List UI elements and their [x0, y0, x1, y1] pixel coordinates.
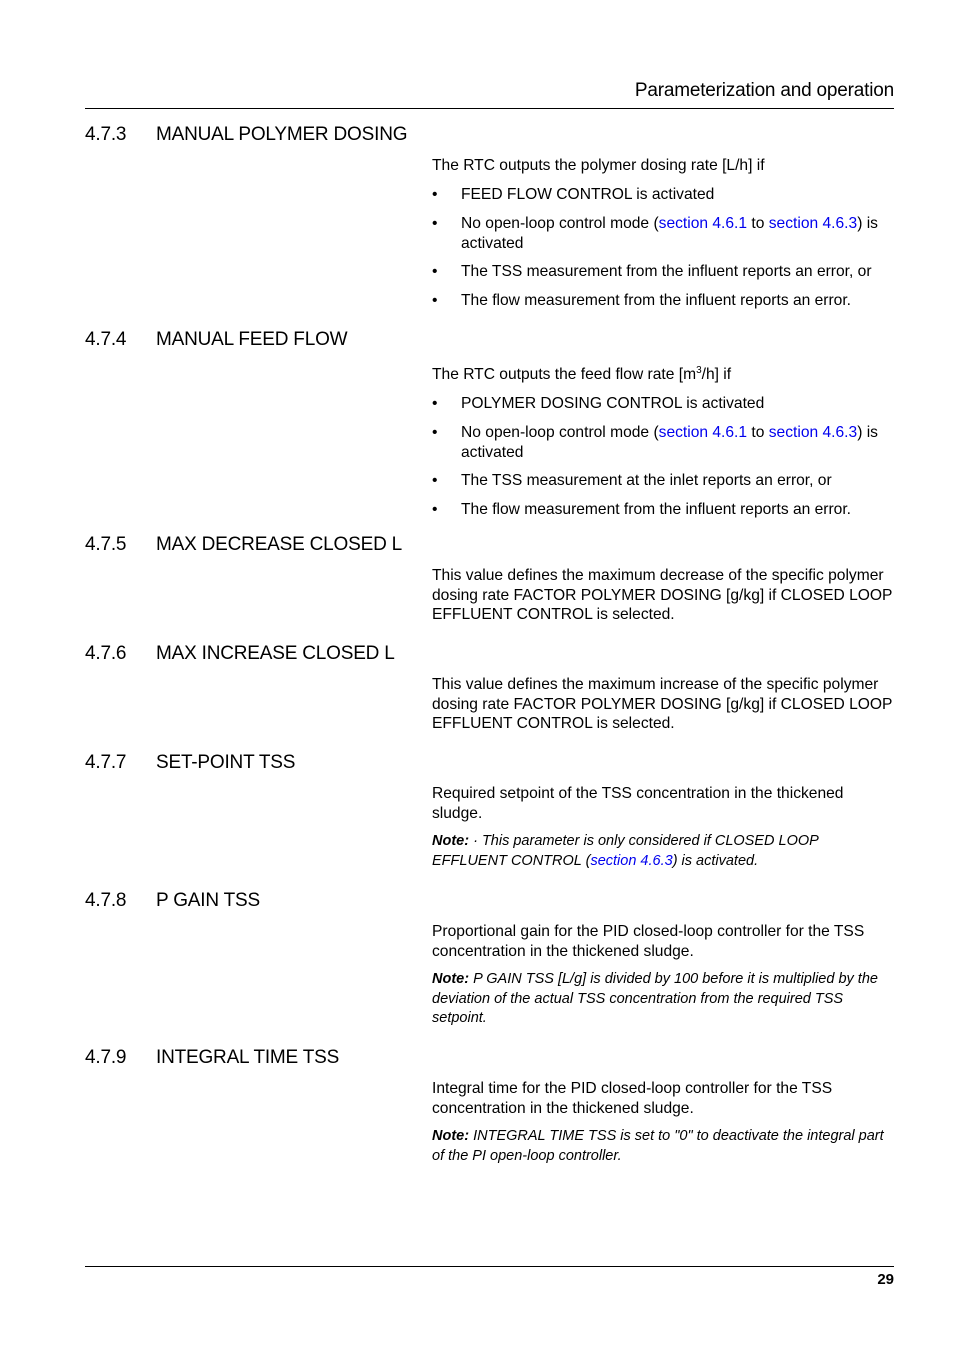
bullet-icon: • — [432, 215, 438, 232]
section-number: 4.7.9 — [85, 1047, 127, 1068]
bullet-icon: • — [432, 500, 438, 518]
header-rule — [85, 108, 894, 109]
section-text: Required setpoint of the TSS concentration in the thickened sludge. — [432, 785, 844, 822]
section-number: 4.7.4 — [85, 329, 127, 350]
section-body — [432, 1079, 894, 1166]
section-intro: The RTC outputs the polymer dosing rate [L/h] if — [432, 157, 765, 174]
footer-rule — [85, 1266, 894, 1267]
section-heading — [85, 534, 402, 556]
section-body — [432, 566, 894, 625]
section-body — [432, 156, 894, 310]
section-number: 4.7.5 — [85, 534, 127, 555]
note: Note: P GAIN TSS [L/g] is divided by 100 before it is multiplied by the deviation of the actual TSS concentration from the required TSS setpoint. — [432, 971, 878, 1026]
bullet-icon: • — [432, 263, 438, 280]
section-title: MANUAL FEED FLOW — [156, 329, 348, 350]
section-title: P GAIN TSS — [156, 890, 260, 911]
section-body — [432, 922, 894, 1029]
section-heading — [85, 643, 395, 665]
page-header-title: Parameterization and operation — [634, 80, 894, 101]
note: Note: INTEGRAL TIME TSS is set to "0" to deactivate the integral part of the PI open-loop controller. — [432, 1128, 884, 1164]
section-heading — [85, 329, 347, 351]
section-number: 4.7.7 — [85, 752, 127, 773]
section-body — [432, 784, 894, 871]
section-title: MANUAL POLYMER DOSING — [156, 124, 408, 145]
section-intro: The RTC outputs the feed flow rate $[m^3/h]$ if — [432, 365, 732, 384]
section-heading — [85, 752, 295, 774]
section-title: SET-POINT TSS — [156, 752, 296, 773]
section-text: This value defines the maximum increase of the specific polymer dosing rate FACTOR POLYMER DOSING [g/kg] if CLOSED LOOP EFFLUENT CONTROL is selected. — [432, 676, 893, 732]
section-heading — [85, 1047, 339, 1069]
note: Note: · This parameter is only considered if CLOSED LOOP EFFLUENT CONTROL (section 4.6.3) is activated. — [432, 833, 819, 869]
section-link[interactable]: section 4.6.1 — [658, 215, 748, 232]
section-link[interactable]: section 4.6.3 — [768, 215, 858, 232]
list-item: • No open-loop control mode (section 4.6.1 to section 4.6.3) is activated — [432, 215, 878, 252]
list-item: • POLYMER DOSING CONTROL is activated — [432, 394, 765, 412]
section-number: 4.7.6 — [85, 643, 127, 664]
bullet-list — [432, 394, 894, 520]
bullet-icon: • — [432, 424, 438, 442]
note-label: Note: — [432, 971, 470, 987]
list-item: • The TSS measurement at the inlet reports an error, or — [432, 472, 832, 490]
section-text: Proportional gain for the PID closed-loop controller for the TSS concentration in the thickened sludge. — [432, 923, 865, 960]
section-body — [432, 675, 894, 734]
section-number: 4.7.8 — [85, 890, 127, 911]
list-item: • The TSS measurement from the influent reports an error, or — [432, 263, 872, 280]
section-link[interactable]: section 4.6.3 — [590, 852, 673, 869]
list-item: • The flow measurement from the influent reports an error. — [432, 500, 852, 518]
note-label: Note: — [432, 833, 470, 849]
bullet-icon: • — [432, 394, 438, 412]
section-text: This value defines the maximum decrease of the specific polymer dosing rate FACTOR POLYMER DOSING [g/kg] if CLOSED LOOP EFFLUENT CONTROL is selected. — [432, 567, 893, 623]
section-heading — [85, 890, 260, 912]
list-item: • The flow measurement from the influent reports an error. — [432, 291, 852, 309]
bullet-icon: • — [432, 472, 438, 490]
list-item: • FEED FLOW CONTROL is activated — [432, 185, 715, 203]
list-item: • No open-loop control mode (section 4.6.1 to section 4.6.3) is activated — [432, 424, 878, 461]
note-label: Note: — [432, 1128, 470, 1144]
bullet-icon: • — [432, 185, 438, 203]
section-link[interactable]: section 4.6.1 — [658, 424, 748, 442]
section-number: 4.7.3 — [85, 124, 127, 145]
bullet-icon: • — [432, 291, 438, 309]
section-title: INTEGRAL TIME TSS — [156, 1047, 340, 1068]
section-body — [432, 361, 894, 519]
section-title: MAX DECREASE CLOSED L — [156, 534, 403, 555]
section-title: MAX INCREASE CLOSED L — [156, 643, 395, 664]
section-link[interactable]: section 4.6.3 — [768, 424, 858, 442]
section-heading — [85, 124, 407, 146]
bullet-list — [432, 185, 894, 311]
page-number: 29 — [877, 1271, 894, 1288]
section-text: Integral time for the PID closed-loop controller for the TSS concentration in the thickened sludge. — [432, 1080, 833, 1117]
